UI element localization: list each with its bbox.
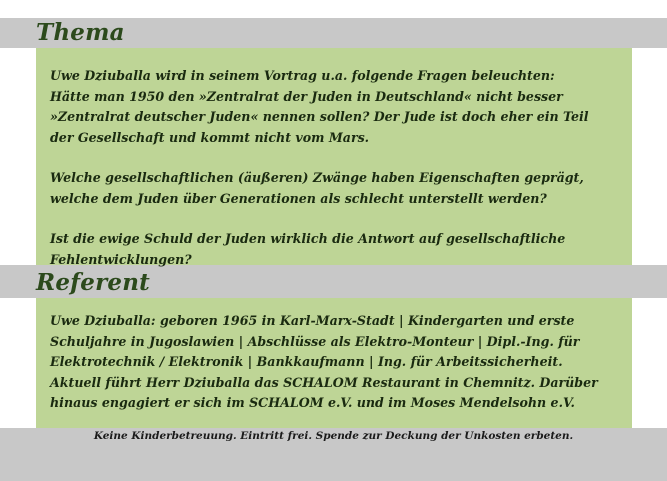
text-line: Aktuell führt Herr Dziuballa das SCHALOM Restaurant in Chemnitz. Darüber — [50, 374, 598, 390]
text-line: der Gesellschaft und kommt nicht vom Mars. — [50, 129, 370, 145]
text-line: hinaus engagiert er sich im SCHALOM e.V. und im Moses Mendelsohn e.V. — [50, 395, 575, 410]
text-line: Fehlentwicklungen? — [50, 251, 192, 267]
text-line: Hätte man 1950 den »Zentralrat der Juden in Deutschland« nicht besser — [50, 88, 563, 104]
thema-heading: Thema — [36, 19, 125, 46]
footer-note: Keine Kinderbetreuung. Eintritt frei. Spende zur Deckung der Unkosten erbeten. — [93, 430, 574, 442]
text-line: »Zentralrat deutscher Juden« nennen sollen? Der Jude ist doch eher ein Teil — [50, 109, 589, 124]
text-line: Schuljahre in Jugoslawien | Abschlüsse als Elektro-Monteur | Dipl.-Ing. für — [50, 333, 580, 349]
text-line: Welche gesellschaftlichen (äußeren) Zwänge haben Eigenschaften geprägt, — [50, 170, 584, 185]
text-line: welche dem Juden über Generationen als schlecht unterstellt werden? — [50, 190, 547, 206]
text-line: Uwe Dziuballa: geboren 1965 in Karl-Marx-Stadt | Kindergarten und erste — [50, 313, 575, 328]
thema-panel — [36, 48, 632, 265]
thema-paragraph-3 — [50, 229, 618, 270]
thema-paragraph-1 — [50, 66, 618, 148]
text-line: Uwe Dziuballa wird in seinem Vortrag u.a. folgende Fragen beleuchten: — [50, 68, 555, 83]
text-line: Elektrotechnik / Elektronik | Bankkaufmann | Ing. für Arbeitssicherheit. — [50, 354, 563, 369]
text-line: Ist die ewige Schuld der Juden wirklich die Antwort auf gesellschaftliche — [50, 231, 566, 246]
thema-paragraph-2 — [50, 168, 618, 209]
referent-paragraph — [50, 311, 618, 414]
referent-panel — [36, 298, 632, 428]
referent-heading: Referent — [36, 269, 150, 296]
